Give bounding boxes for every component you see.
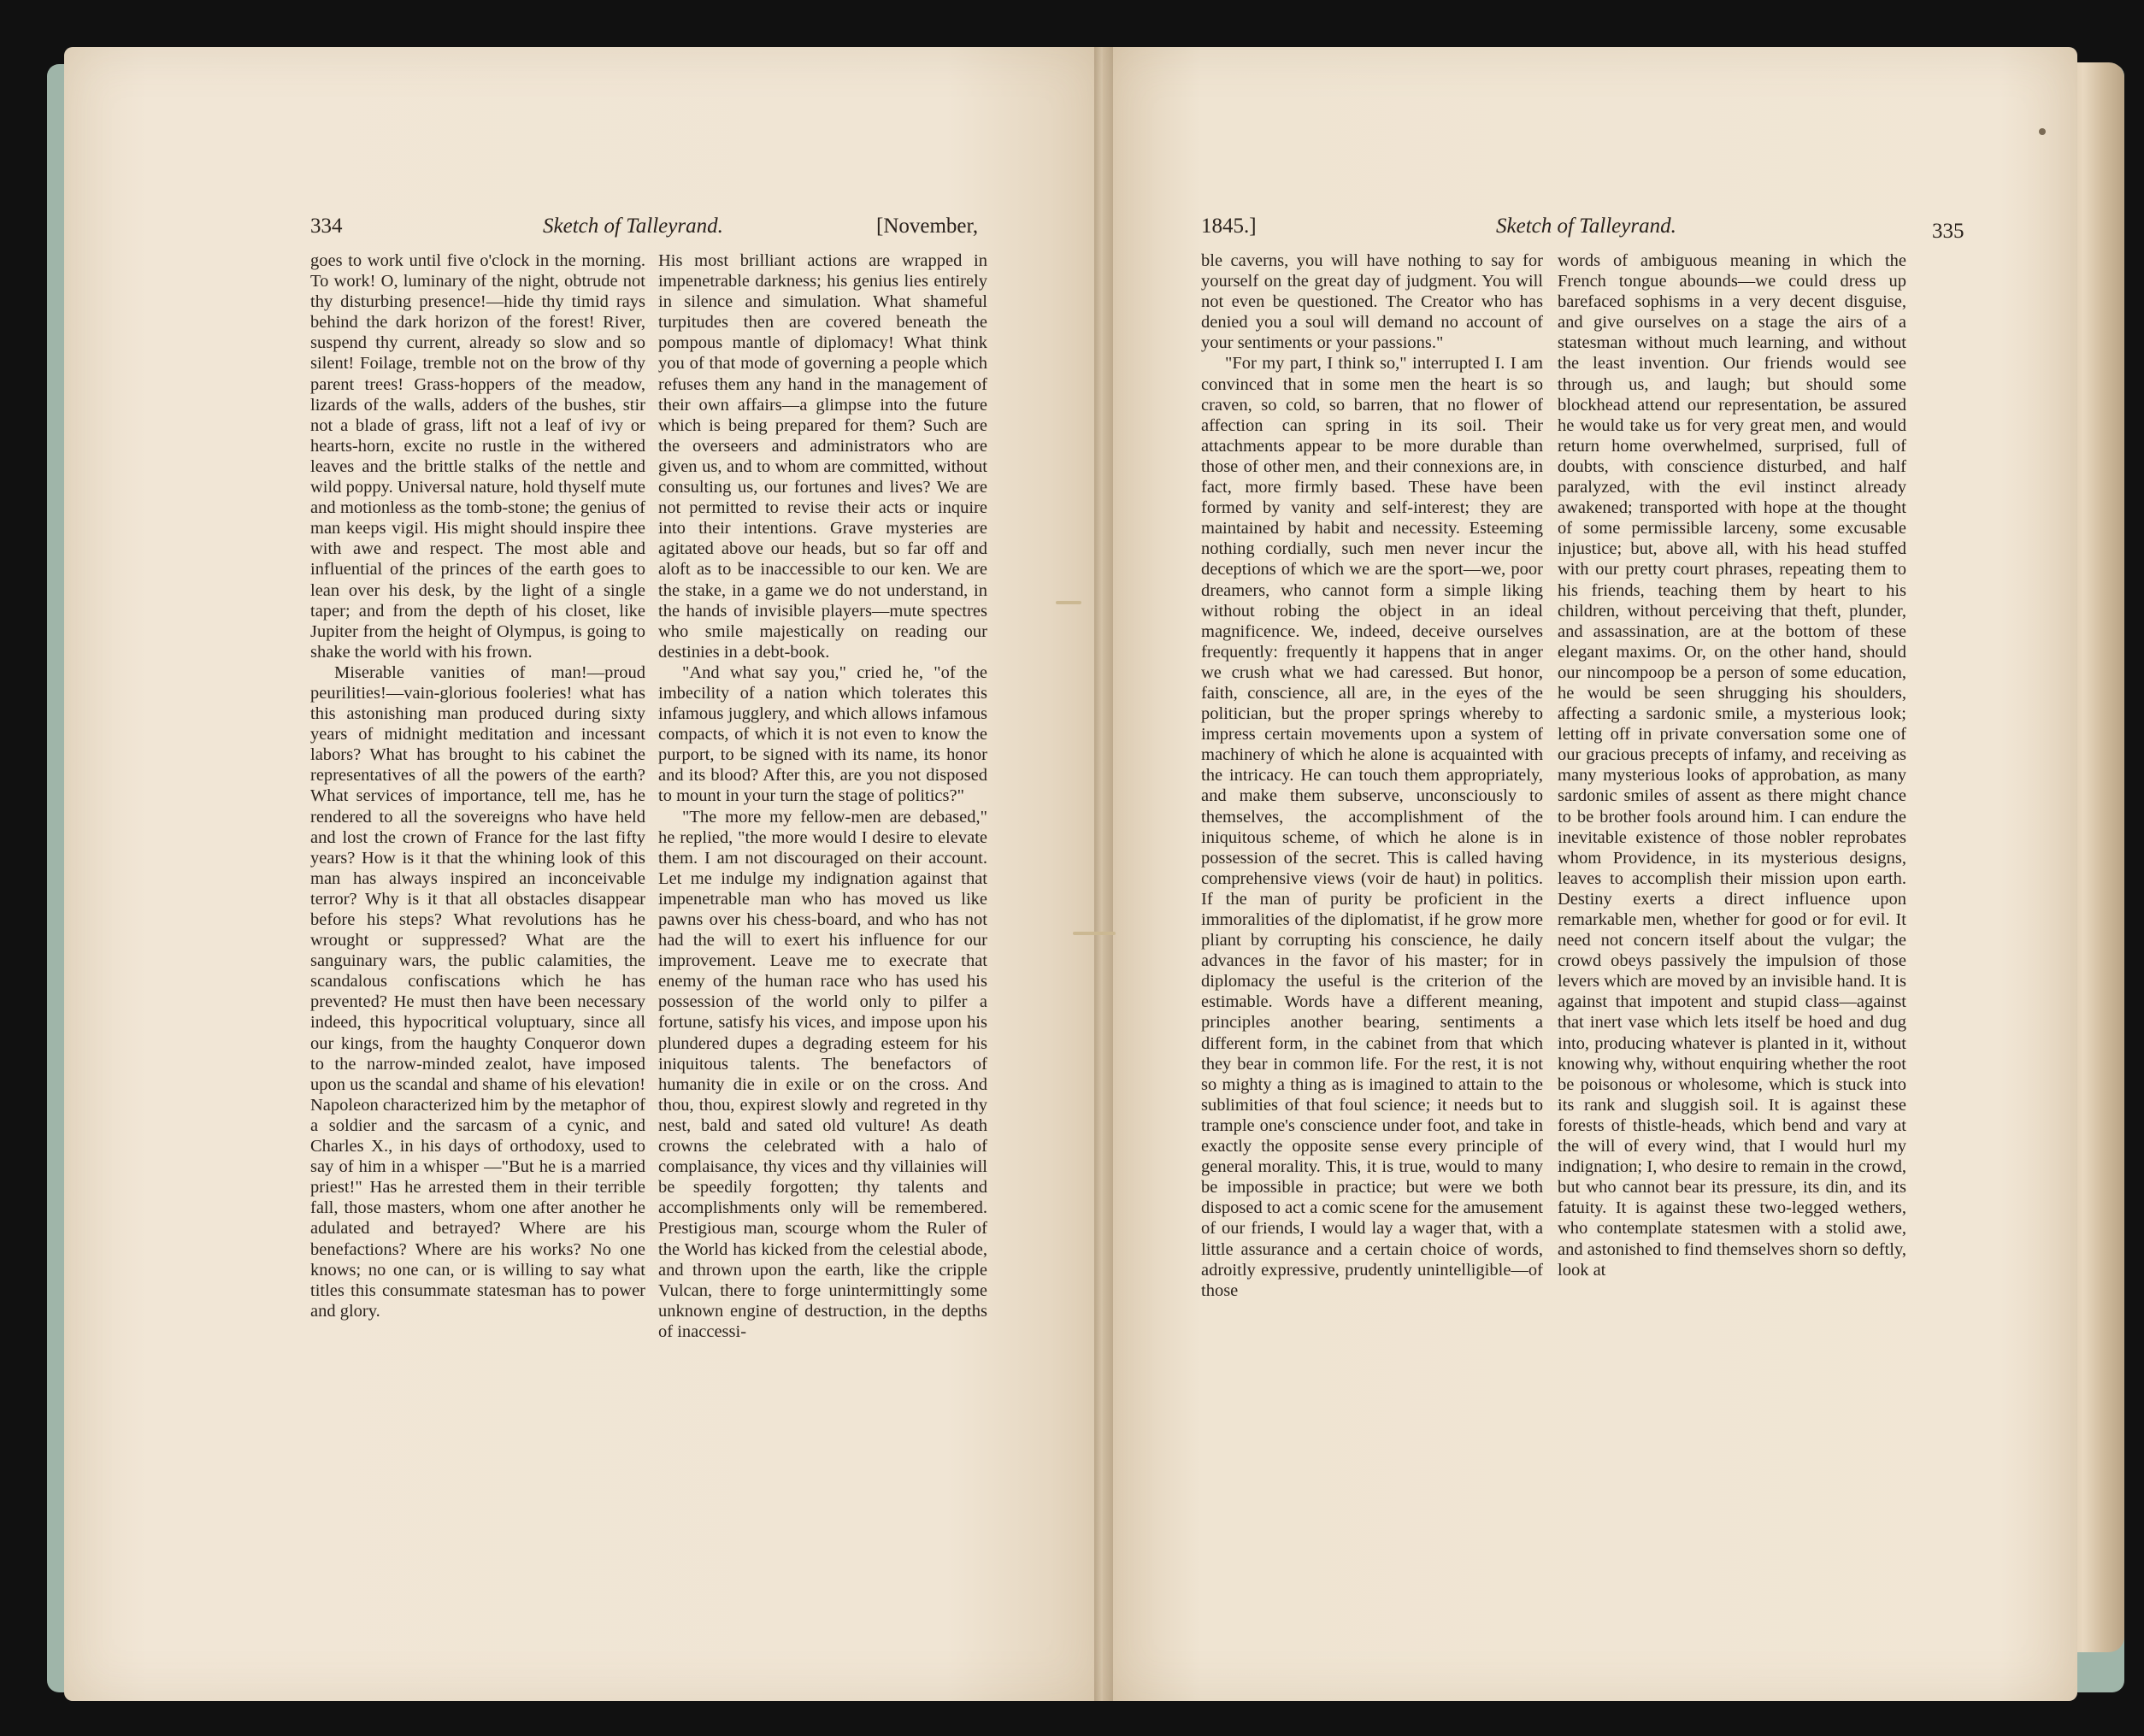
page-number: 334 [310, 215, 343, 238]
paragraph: words of ambiguous meaning in which the French tongue abounds—we could dress up barefaced sophisms in a very decent disguise, and give ourselves on a stage the airs of a statesman without much learning, and without the least invention. Our friends would see through us, and laugh; but should some blockhead attend our representation, be assured he would take us for very great men, and would return home overwhelmed, surprised, full of doubts, with conscience disturbed, and half paralyzed, with the evil instinct already awakened; transported with hope at the thought of some permissible larceny, some excusable injustice; but, above all, with his head stuffed with our pretty court phrases, repeating them to his friends, teaching them by heart to his children, without perceiving that theft, plunder, and assassination, are at the bottom of these elegant maxims. Or, on the other hand, should our nincompoop be a person of some education, he would be seen shrugging his shoulders, affecting a sardonic smile, a mysterious look; letting off in private conversation some one of our gracious precepts of infamy, and receiving as many mysterious looks of approbation, as many sardonic smiles of assent as there might chance to be brother fools around him. I can endure the inevitable existence of those nobler reprobates whom Providence, in its mysterious designs, leaves to accomplish their mission upon earth. Destiny exerts a direct influence upon remarkable men, whether for good or for evil. It need not concern itself about the vulgar; the crowd obeys passively the impulsion of those levers which are moved by an invisible hand. It is against that impotent and stupid class—against that inert vase which lets itself be hoed and dug into, producing whatever is planted in it, without knowing why, without enquiring whether the root be poisonous or wholesome, which is stuck into its rank and sluggish soil. It is against these forests of thistle-heads, which bend and vary at the will of every wind, that I would hurl my indignation; I, who desire to remain in the crowd, but who cannot bear its pressure, its din, and its fatuity. It is against these two-legged wethers, who contemplate statesmen with a stolid awe, and astonished to find themselves shorn so deftly, look at [1558, 251, 1906, 1280]
paragraph: ble caverns, you will have nothing to say for yourself on the great day of judgment. You will not even be questioned. The Creator who has denied you a soul will demand no account of your sentiments or your passions." [1201, 251, 1543, 353]
book-gutter [1094, 47, 1113, 1701]
paragraph: His most brilliant actions are wrapped in impenetrable darkness; his genius lies entirely in silence and simulation. What shameful turpitudes then are covered beneath the pompous mantle of diplomacy! What think you of that mode of governing a people which refuses them any hand in the management of their own affairs—a glimpse into the future which is being prepared for them? Such are the overseers and administrators who are given us, and to whom are committed, without consulting us, our fortunes and lives? We are not permitted to revise their acts or inquire into their intentions. Grave mysteries are agitated above our heads, but so far off and aloft as to be inaccessible to our ken. We are the stake, in a game we do not understand, in the hands of invisible players—mute spectres who smile majestically on reading our destinies in a debt-book. [658, 251, 987, 662]
left-page [64, 47, 1103, 1701]
paragraph: "For my part, I think so," interrupted I. I am convinced that in some men the heart is so craven, so cold, so barren, that no flower of affection can spring in its soil. Their attachments appear to be more durable than those of other men, and their connexions are, in fact, more firmly based. These have been formed by vanity and self-interest; they are maintained by habit and necessity. Esteeming nothing cordially, such men never incur the deceptions of which we are the sport—we, poor dreamers, who cannot form a simple liking without robing the object in an ideal magnificence. We, indeed, deceive ourselves frequently: frequently it happens that in anger we crush what we had caressed. But honor, faith, conscience, all are, in the eyes of the politician, but the proper springs whereby to impress certain movements upon a system of machinery of which he alone is acquainted with the intricacy. He can touch them appropriately, and make them subserve, unconsciously to themselves, the accomplishment of the iniquitous scheme, of which he alone is in possession of the secret. This is called having comprehensive views (voir de haut) in politics. If the man of purity be proficient in the immoralities of the diplomatist, if he grow more pliant by corrupting his conscience, he daily advances in the favor of his master; for in diplomacy the useful is the criterion of the estimable. Words have a different meaning, principles another bearing, sentiments a different form, in the cabinet from that which they bear in common life. For the rest, it is not so mighty a thing as is imagined to attain to the sublimities of that foul science; it needs but to trample one's conscience under foot, and take in exactly the opposite sense every principle of general morality. This, it is true, would to many be impossible in practice; but were we both disposed to act a comic scene for the amusement of our friends, I would lay a wager that, with a little assurance and a certain choice of words, adroitly expressive, prudently unintelligible—of those [1201, 354, 1543, 1300]
page-number: 335 [1932, 220, 1964, 243]
header-year: 1845.] [1201, 215, 1257, 238]
open-book [47, 47, 2124, 1701]
binding-thread [1073, 932, 1116, 935]
running-title: Sketch of Talleyrand. [543, 215, 723, 238]
right-page-column-2 [1558, 250, 1906, 1280]
left-page-header [64, 209, 1103, 244]
right-page-header [1103, 209, 2077, 244]
paragraph: "And what say you," cried he, "of the imbecility of a nation which tolerates this infamous jugglery, and which allows infamous compacts, of which it is not even to know the purport, to be signed with its name, its honor and its blood? After this, are you not disposed to mount in your turn the stage of politics?" [658, 662, 987, 806]
header-month: [November, [876, 215, 979, 238]
left-page-column-2 [658, 250, 987, 1342]
left-page-column-1 [310, 250, 645, 1321]
running-title: Sketch of Talleyrand. [1496, 215, 1676, 238]
binding-thread [1056, 601, 1081, 604]
paragraph: "The more my fellow-men are debased," he replied, "the more would I desire to elevate them. I am not discouraged on their account. Let me indulge my indignation against that impenetrable man who has moved us like pawns over his chess-board, and who has not had the will to exert his influence for our improvement. Leave me to execrate that enemy of the human race who has used his possession of the world only to pilfer a fortune, satisfy his vices, and impose upon his plundered dupes a degrading esteem for his iniquitous talents. The benefactors of humanity die in exile or on the cross. And thou, thou, expirest slowly and regreted in thy nest, bald and sated old vulture! As death crowns the celebrated with a halo of complaisance, thy vices and thy villainies will be speedily forgotten; thy talents and accomplishments only will be remembered. Prestigious man, scourge whom the Ruler of the World has kicked from the celestial abode, and thrown upon the earth, like the cripple Vulcan, there to forge unintermittingly some unknown engine of destruction, in the depths of inaccessi- [658, 807, 987, 1341]
paragraph: goes to work until five o'clock in the morning. To work! O, luminary of the night, obtrude not thy disturbing presence!—hide thy timid rays behind the dark horizon of the forest! River, suspend thy current, already so slow and so silent! Foilage, tremble not on the brow of thy parent trees! Grass-hoppers of the meadow, lizards of the walls, adders of the bushes, stir not a blade of grass, lift not a leaf of ivy or hearts-horn, excite no rustle in the withered leaves and the brittle stalks of the nettle and wild poppy. Universal nature, hold thyself mute and motionless as the tomb-stone; the genius of man keeps vigil. His might should inspire thee with awe and respect. The most able and influential of the princes of the earth goes to lean over his desk, by the light of a single taper; and from the depth of his closet, like Jupiter from the height of Olympus, is going to shake the world with his frown. [310, 251, 645, 662]
paragraph: Miserable vanities of man!—proud peurilities!—vain-glorious fooleries! what has this astonishing man produced during sixty years of midnight meditation and incessant labors? What has brought to his cabinet the representatives of all the powers of the earth? What services of importance, tell me, has he rendered to all the sovereigns who have held and lost the crown of France for the last fifty years? How is it that the whining look of this man has always inspired an inconceivable terror? Why is it that all obstacles disappear before his steps? What revolutions has he wrought or suppressed? What are the sanguinary wars, the public calamities, the scandalous confiscations which he has prevented? He must then have been necessary indeed, this hypocritical voluptuary, since all our kings, from the haughty Conqueror down to the narrow-minded zealot, have imposed upon us the scandal and shame of his elevation! Napoleon characterized him by the metaphor of a soldier and the sarcasm of a cynic, and Charles X., in his days of orthodoxy, used to say of him in a whisper —"But he is a married priest!" Has he arrested them in their terrible fall, those masters, whom one after another he adulated and betrayed? Where are his benefactions? Where are his works? No one knows; no one can, or is willing to say what titles this consummate statesman has to power and glory. [310, 662, 645, 1321]
right-page [1103, 47, 2077, 1701]
ink-spot [2039, 128, 2046, 135]
right-page-column-1 [1201, 250, 1543, 1301]
